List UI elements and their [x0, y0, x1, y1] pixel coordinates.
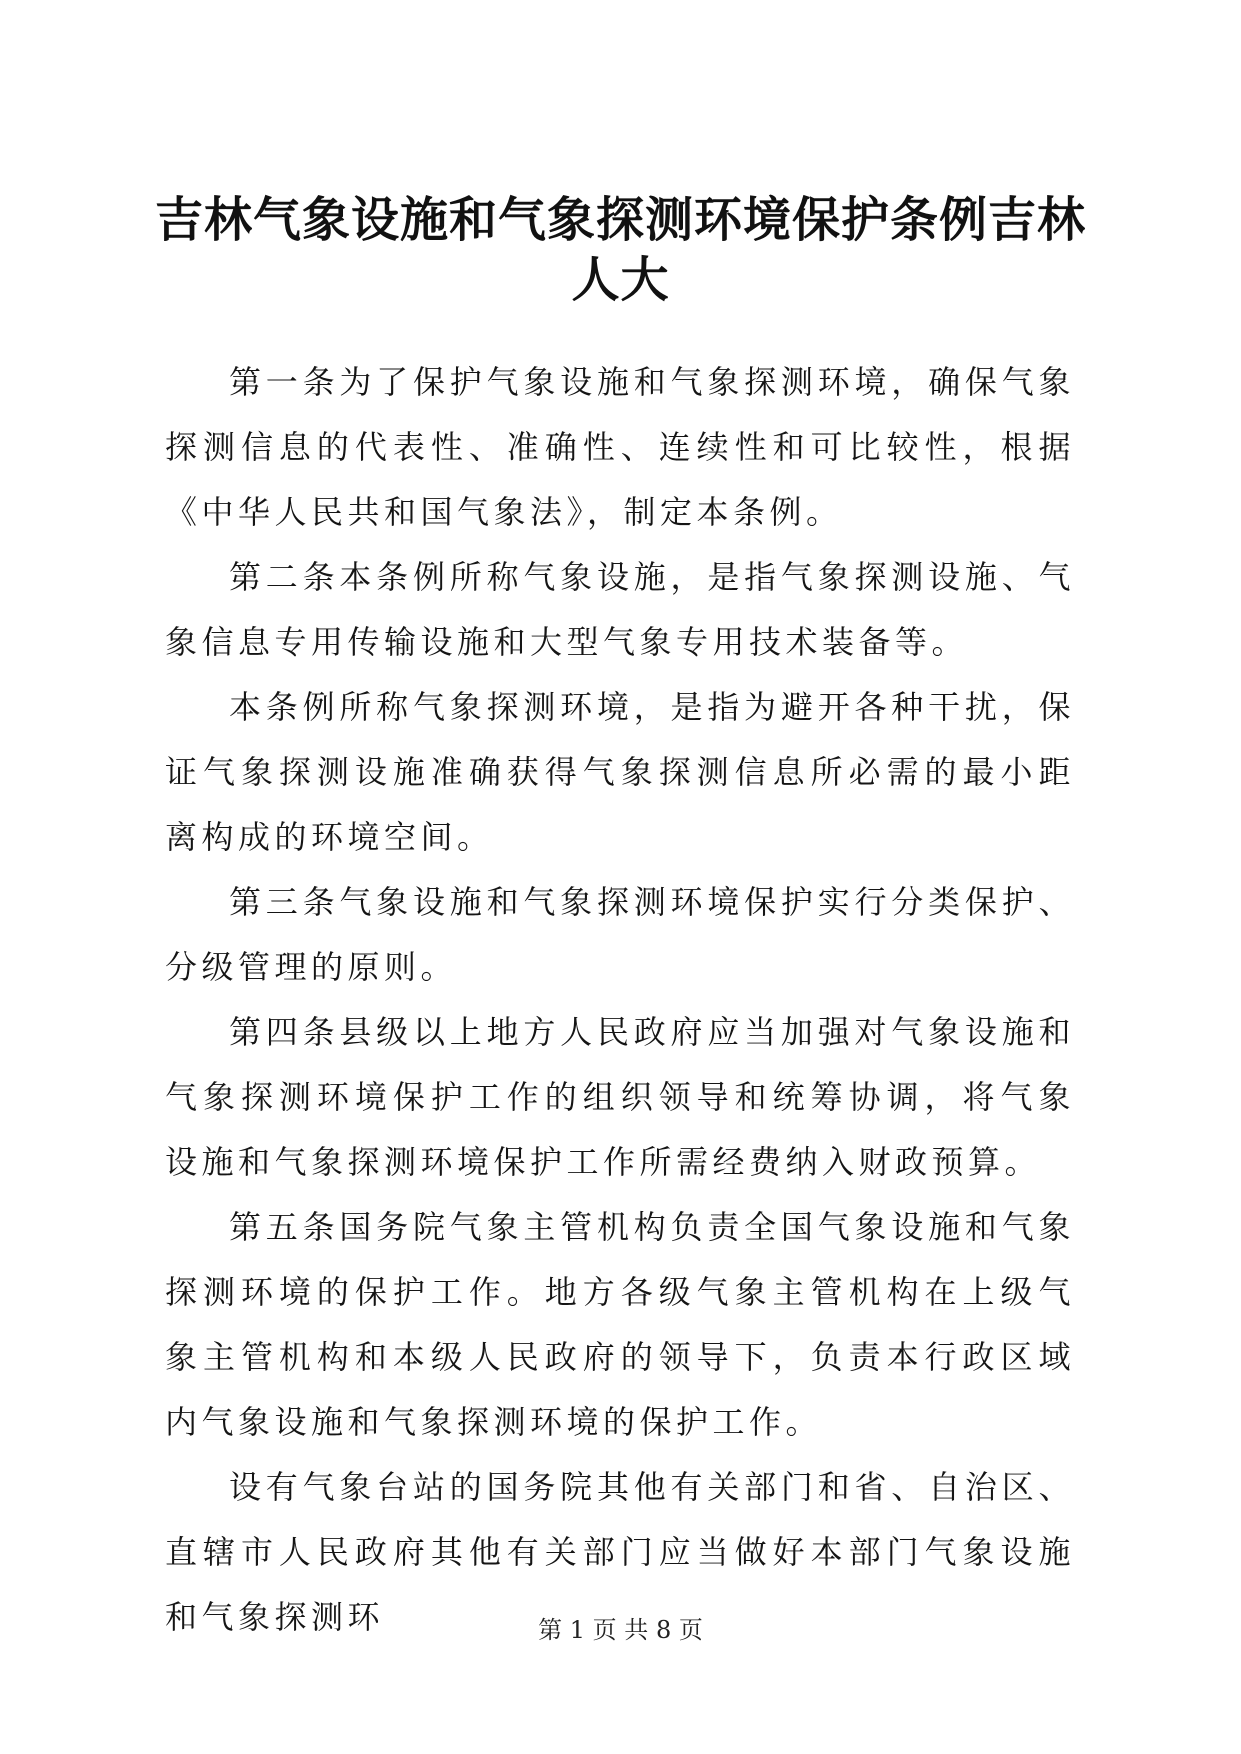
page-number-footer: 第 1 页 共 8 页: [538, 1616, 703, 1644]
paragraph-article-3: 第三条气象设施和气象探测环境保护实行分类保护、分级管理的原则。: [165, 883, 1075, 986]
paragraph-article-2: 第二条本条例所称气象设施，是指气象探测设施、气象信息专用传输设施和大型气象专用技术装备等。: [165, 558, 1075, 661]
document-title: 吉林气象设施和气象探测环境保护条例吉林人大: [154, 192, 1086, 308]
paragraph-article-5-cont: 设有气象台站的国务院其他有关部门和省、自治区、直辖市人民政府其他有关部门应当做好本部门气象设施和气象探测环: [165, 1468, 1075, 1636]
paragraph-article-2-cont: 本条例所称气象探测环境，是指为避开各种干扰，保证气象探测设施准确获得气象探测信息所必需的最小距离构成的环境空间。: [165, 688, 1075, 856]
paragraph-article-5: 第五条国务院气象主管机构负责全国气象设施和气象探测环境的保护工作。地方各级气象主管机构在上级气象主管机构和本级人民政府的领导下，负责本行政区域内气象设施和气象探测环境的保护工作。: [165, 1208, 1075, 1441]
paragraph-article-4: 第四条县级以上地方人民政府应当加强对气象设施和气象探测环境保护工作的组织领导和统筹协调，将气象设施和气象探测环境保护工作所需经费纳入财政预算。: [165, 1013, 1075, 1181]
paragraph-article-1: 第一条为了保护气象设施和气象探测环境，确保气象探测信息的代表性、准确性、连续性和可比较性，根据《中华人民共和国气象法》，制定本条例。: [165, 363, 1075, 531]
document-body: [165, 350, 1075, 1650]
